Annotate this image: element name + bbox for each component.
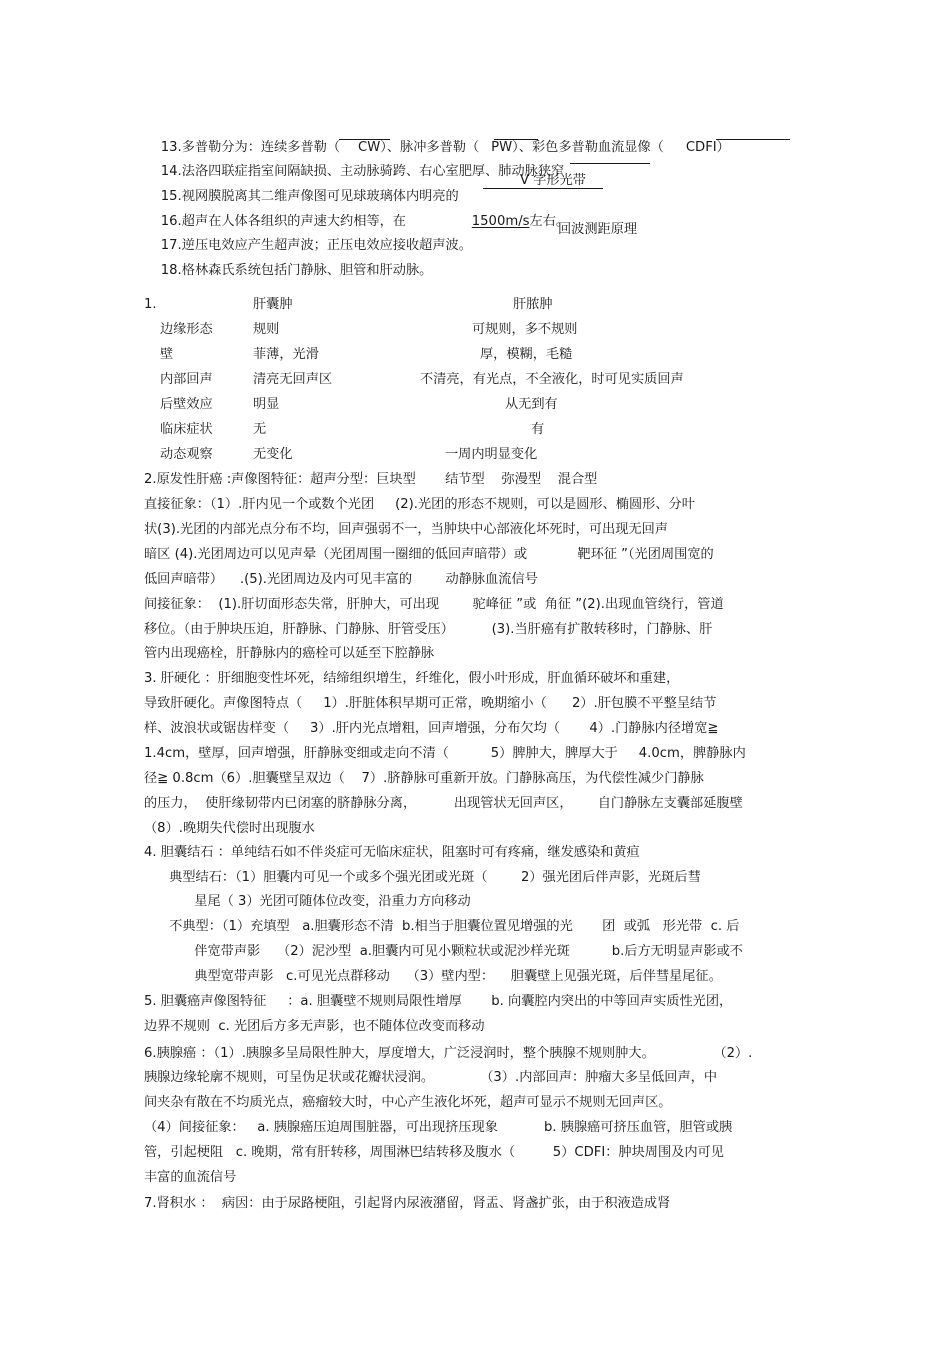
item-13-cw: CW: [358, 140, 381, 155]
table-row-label: 临床症状: [160, 422, 213, 437]
body-line: 管，引起梗阻 c. 晚期，常有肝转移，周围淋巴结转移及腹水（ 5）CDFI：肿块周围及内可见: [144, 1145, 724, 1160]
table-cell: 无: [253, 422, 267, 437]
item-15-answer: V 字形光带: [520, 173, 586, 188]
table-cell: 从无到有: [505, 397, 558, 412]
table-cell: 菲薄，光滑: [253, 347, 319, 362]
body-line: （8）.晚期失代偿时出现腹水: [144, 821, 315, 836]
table-cell: 明显: [253, 397, 280, 412]
body-line: 径≧ 0.8cm（6）.胆囊壁呈双边（ 7）.脐静脉可重新开放。门静脉高压，为代偿性减少门静脉: [144, 771, 704, 786]
table-cell: 有: [531, 422, 545, 437]
item-16-prefix: 16.超声在人体各组织的声速大约相等，在: [160, 214, 406, 229]
body-line: 典型结石：（1）胆囊内可见一个或多个强光团或光斑（ 2）强光团后伴声影，光斑后彗: [144, 870, 701, 885]
body-line: 胰腺边缘轮廓不规则，可呈伪足状或花瓣状浸润。 （3）.内部回声：肿瘤大多呈低回声，中: [144, 1070, 718, 1085]
item-13-cdfi: CDFI: [685, 140, 717, 155]
underline: [483, 188, 603, 189]
underline: [494, 139, 538, 140]
underline: [339, 139, 390, 140]
table-number: 1.: [144, 297, 157, 312]
table-row-label: 边缘形态: [160, 322, 213, 337]
body-line: 间夹杂有散在不均质光点，癌瘤较大时，中心产生液化坏死，超声可显示不规则无回声区。: [144, 1095, 672, 1110]
body-line: 星尾（ 3）光团可随体位改变，沿重力方向移动: [144, 894, 471, 909]
item-13-mid2: ）、彩色多普勒血流显像（: [512, 140, 664, 155]
table-row-label: 壁: [160, 347, 174, 362]
body-line: 状(3).光团的内部光点分布不均，回声强弱不一，当肿块中心部液化坏死时，可出现无回声: [144, 522, 668, 537]
item-13-pw: PW: [491, 140, 513, 155]
body-line: 的压力， 使肝缘韧带内已闭塞的脐静脉分离， 出现管状无回声区， 自门静脉左支囊部延腹壁: [144, 796, 743, 811]
item-16-post: 左右。: [529, 214, 570, 229]
table-cell: 可规则，多不规则: [472, 322, 578, 337]
body-line: 间接征象： (1).肝切面形态失常，肝肿大，可出现 驼峰征 ”或 角征 ”(2).出现血管绕行，管道: [144, 597, 724, 612]
table-row-label: 动态观察: [160, 447, 213, 462]
body-line: 丰富的血流信号: [144, 1170, 237, 1185]
underline: [570, 163, 650, 164]
body-line: （4）间接征象： a. 胰腺癌压迫周围脏器，可出现挤压现象 b. 胰腺癌可挤压血管，胆管或胰: [144, 1120, 733, 1135]
body-line: 1.4cm，壁厚，回声增强，肝静脉变细或走向不清（ 5）脾肿大，脾厚大于 4.0cm，脾静脉内: [144, 746, 746, 761]
body-line: 暗区 (4).光团周边可以见声晕（光团周围一圈细的低回声暗带）或 靶环征 ”（光团周围宽的: [144, 547, 714, 562]
item-13-prefix: 13.多普勒分为：连续多普勒（: [160, 140, 341, 155]
body-line: 2.原发性肝癌 :声像图特征：超声分型：巨块型 结节型 弥漫型 混合型: [144, 472, 598, 487]
body-line: 直接征象：（1）.肝内见一个或数个光团 (2).光团的形态不规则，可以是圆形、椭圆形、分叶: [144, 497, 695, 512]
underline: [716, 139, 790, 140]
body-line: 边界不规则 c. 光团后方多无声影，也不随体位改变而移动: [144, 1019, 485, 1034]
item-18: [144, 247, 432, 295]
table-cell: 清亮无回声区: [253, 372, 333, 387]
item-16-answer-wrap: [455, 198, 569, 246]
body-line: 7.肾积水 ： 病因：由于尿路梗阻，引起肾内尿液潴留，肾盂、肾盏扩张，由于积液造成肾: [144, 1196, 671, 1211]
body-line: 样、波浪状或锯齿样变（ 3）.肝内光点增粗，回声增强，分布欠均（ 4）.门静脉内径增宽≧: [144, 721, 719, 736]
body-line: 伴宽带声影 （2）泥沙型 a.胆囊内可见小颗粒状或泥沙样光斑 b.后方无明显声影或不: [144, 944, 743, 959]
body-line: 5. 胆囊癌声像图特征 ：a. 胆囊壁不规则局限性增厚 b. 向囊腔内突出的中等回声实质性光团，: [144, 994, 733, 1009]
item-17-text: 17.逆压电效应产生超声波；正压电效应接收超声波。: [160, 238, 472, 253]
table-header-cyst: 肝囊肿: [253, 297, 293, 312]
table-cell: 规则: [253, 322, 280, 337]
body-line: 管内出现癌栓，肝静脉内的癌栓可以延至下腔静脉: [144, 646, 435, 661]
table-cell: 不清亮，有光点，不全液化，时可见实质回声: [420, 372, 684, 387]
item-15-prefix: 15.视网膜脱离其二维声像图可见球玻璃体内明亮的: [160, 189, 459, 204]
table-cell: 无变化: [253, 447, 293, 462]
body-line: 移位。（由于肿块压迫，肝静脉、门静脉、肝管受压） (3).当肝癌有扩散转移时，门静脉、肝: [144, 622, 713, 637]
item-13-mid1: ）、脉冲多普勒（: [380, 140, 480, 155]
table-row-label: 后壁效应: [160, 397, 213, 412]
item-13-end: ）: [716, 140, 730, 155]
body-line: 4. 胆囊结石 ：单纯结石如不伴炎症可无临床症状，阻塞时可有疼痛，继发感染和黄疸: [144, 845, 640, 860]
table-cell: 厚，模糊，毛糙: [480, 347, 573, 362]
body-line: 导致肝硬化。声像图特点（ 1）.肝脏体积早期可正常，晚期缩小（ 2）.肝包膜不平整呈结节: [144, 696, 717, 711]
item-14-text: 14.法洛四联症指室间隔缺损、主动脉骑跨、右心室肥厚、肺动脉狭窄: [160, 164, 565, 179]
body-line: 不典型：（1）充填型 a.胆囊形态不清 b.相当于胆囊位置见增强的光 团 或弧 形光带 c. 后: [144, 919, 740, 934]
item-18-text: 18.格林森氏系统包括门静脉、胆管和肝动脉。: [160, 263, 433, 278]
body-line: 6.胰腺癌 ：（1）.胰腺多呈局限性肿大，厚度增大，广泛浸润时，整个胰腺不规则肿大。 （2）.: [144, 1046, 753, 1061]
table-row-label: 内部回声: [160, 372, 213, 387]
table-header-abscess: 肝脓肿: [513, 297, 553, 312]
body-line: 低回声暗带） .(5).光团周边及内可见丰富的 动静脉血流信号: [144, 572, 538, 587]
body-line: 典型宽带声影 c.可见光点群移动 （3）壁内型： 胆囊壁上见强光斑，后伴彗星尾征。: [144, 969, 722, 984]
table-cell: 一周内明显变化: [445, 447, 538, 462]
item-16-answer: 1500m/s: [471, 214, 530, 229]
item-17-post: 回波测距原理: [558, 222, 638, 237]
body-line: 3. 肝硬化 ：肝细胞变性坏死，结缔组织增生，纤维化，假小叶形成，肝血循环破坏和重建，: [144, 671, 680, 686]
